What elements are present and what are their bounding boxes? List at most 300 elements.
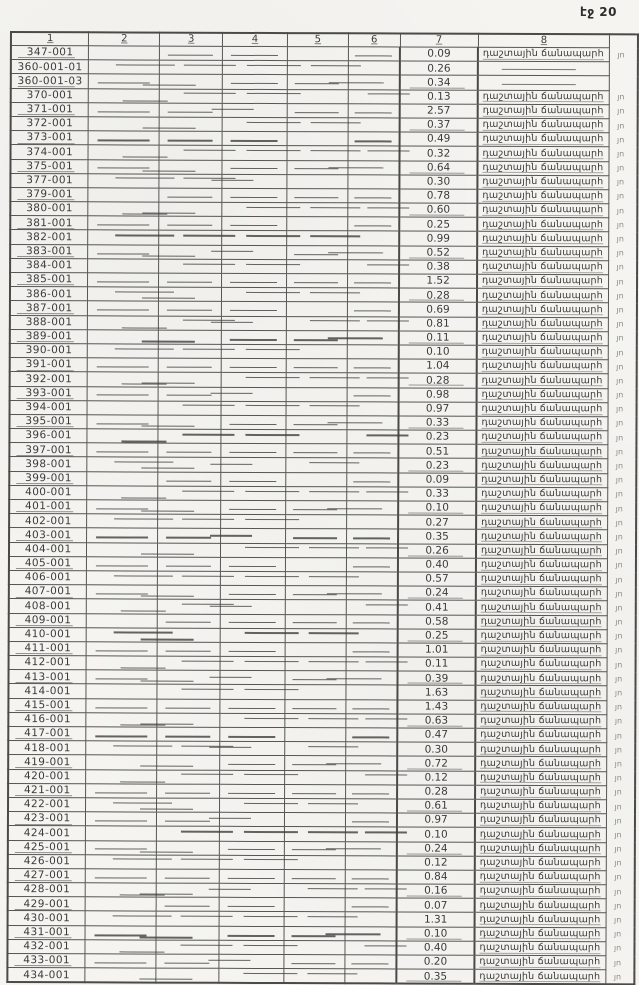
area-value-cell: 0.12 <box>397 856 475 870</box>
land-use-label: դաշտային ճանապարհ <box>480 544 602 557</box>
margin-annotation: յո <box>614 844 622 854</box>
empty-cell <box>221 557 286 571</box>
empty-cell <box>87 599 158 613</box>
empty-cell <box>88 315 159 329</box>
area-value-cell: 0.09 <box>398 473 476 487</box>
empty-cell <box>219 968 284 983</box>
land-use-cell <box>475 785 607 800</box>
area-value-cell: 0.25 <box>398 629 476 643</box>
parcel-id-cell: 347-001 <box>11 46 89 60</box>
empty-cell <box>87 557 158 571</box>
area-value-cell: 0.97 <box>397 813 475 827</box>
area-value-cell: 1.63 <box>398 685 476 699</box>
area-value-cell: 0.10 <box>398 501 476 515</box>
empty-cell <box>347 316 399 330</box>
empty-cell <box>287 259 348 273</box>
parcel-id-cell: 389-001 <box>10 329 88 343</box>
empty-cell <box>159 145 222 159</box>
column-header-5: 5 <box>287 33 348 47</box>
empty-cell <box>86 656 157 670</box>
empty-cell <box>220 812 285 826</box>
parcel-id-cell: 404-001 <box>9 542 87 556</box>
empty-cell <box>88 259 159 273</box>
margin-annotation: յո <box>615 645 623 655</box>
margin-annotation: յո <box>615 603 623 613</box>
empty-cell <box>346 529 398 543</box>
empty-cell <box>86 798 157 812</box>
empty-cell <box>222 174 287 188</box>
parcel-id-cell: 429-001 <box>8 897 86 911</box>
empty-cell <box>285 685 346 699</box>
empty-cell <box>347 458 399 472</box>
empty-cell <box>88 344 159 358</box>
empty-cell <box>346 600 398 614</box>
empty-cell <box>220 614 285 628</box>
land-use-cell <box>477 317 609 332</box>
land-use-label: դաշտային ճանապարհ <box>480 558 602 571</box>
land-use-label: դաշտային ճանապարհ <box>482 175 604 188</box>
empty-cell <box>219 869 284 883</box>
margin-annotation: յո <box>614 858 622 868</box>
empty-cell <box>156 897 219 911</box>
area-value-cell: 0.10 <box>399 345 477 359</box>
margin-annotation: յո <box>616 390 624 400</box>
land-use-cell <box>475 799 607 814</box>
empty-cell <box>284 955 345 969</box>
land-use-cell <box>477 175 609 190</box>
empty-cell <box>159 259 222 273</box>
area-value-cell: 0.34 <box>400 75 478 89</box>
empty-cell <box>347 387 399 401</box>
empty-cell <box>345 841 397 855</box>
land-use-cell <box>477 303 609 318</box>
land-use-cell <box>475 757 607 772</box>
land-use-label: դաշտային ճանապարհ <box>480 729 602 741</box>
margin-annotation: յո <box>614 716 623 726</box>
area-value-cell: 0.11 <box>399 331 477 345</box>
empty-cell <box>158 571 221 585</box>
empty-cell <box>222 131 287 145</box>
land-use-cell <box>477 274 609 289</box>
column-header-4: 4 <box>223 33 288 47</box>
empty-cell <box>348 89 400 103</box>
empty-cell <box>222 89 287 103</box>
empty-cell <box>160 46 223 60</box>
empty-cell <box>221 415 286 429</box>
empty-cell <box>287 174 348 188</box>
empty-cell <box>347 416 399 430</box>
area-value-cell: 0.12 <box>397 771 475 785</box>
empty-cell <box>86 741 157 755</box>
empty-cell <box>346 628 398 642</box>
empty-cell <box>88 273 159 287</box>
empty-cell <box>287 118 348 132</box>
margin-annotation: յո <box>617 106 625 116</box>
empty-cell <box>89 103 160 117</box>
empty-cell <box>87 514 158 528</box>
empty-cell <box>219 954 284 968</box>
margin-annotation: յո <box>614 915 622 925</box>
area-value-cell: 0.10 <box>397 827 475 841</box>
land-use-label: դաշտային ճանապարհ <box>479 956 601 968</box>
empty-cell <box>348 61 400 75</box>
empty-cell <box>160 60 223 74</box>
land-use-cell <box>475 870 607 885</box>
margin-annotation: յո <box>616 319 624 329</box>
empty-cell <box>285 628 346 642</box>
empty-cell <box>347 373 399 387</box>
empty-cell <box>345 756 397 770</box>
land-use-label: դաշտային ճանապարհ <box>480 686 602 699</box>
land-use-label: դաշտային ճանապարհ <box>482 104 604 117</box>
area-value-cell: 0.40 <box>398 558 476 572</box>
empty-cell <box>221 344 286 358</box>
empty-cell <box>156 912 219 926</box>
empty-cell <box>156 940 219 954</box>
land-use-label: դաշտային ճանապարհ <box>482 161 604 174</box>
empty-cell <box>348 47 400 61</box>
empty-cell <box>346 685 398 699</box>
margin-annotation: յո <box>614 787 622 797</box>
parcel-id-cell: 388-001 <box>10 315 88 329</box>
land-use-label: դաշտային ճանապարհ <box>482 190 604 202</box>
empty-cell <box>89 46 160 60</box>
empty-cell <box>286 430 347 444</box>
parcel-id-cell: 423-001 <box>8 812 86 826</box>
parcel-id-cell: 392-001 <box>10 372 88 386</box>
empty-cell <box>287 132 348 146</box>
land-use-label: դաշտային ճանապարհ <box>481 431 603 443</box>
empty-cell <box>286 373 347 387</box>
area-value-cell: 0.24 <box>397 841 475 855</box>
empty-cell <box>221 472 286 486</box>
parcel-id-cell: 385-001 <box>10 273 88 287</box>
land-use-cell <box>477 388 609 403</box>
margin-annotation: յո <box>614 830 622 840</box>
margin-annotation <box>610 62 638 76</box>
parcel-id-cell: 398-001 <box>9 457 87 471</box>
empty-cell <box>220 756 285 770</box>
empty-cell <box>222 146 287 160</box>
empty-cell <box>345 742 397 756</box>
empty-cell <box>345 941 397 955</box>
empty-cell <box>85 940 156 954</box>
area-value-cell: 0.58 <box>398 614 476 628</box>
margin-annotation: յո <box>617 92 625 102</box>
empty-cell <box>287 146 348 160</box>
parcel-id-cell: 372-001 <box>11 116 89 130</box>
area-value-cell: 0.28 <box>399 373 477 387</box>
empty-cell <box>88 159 159 173</box>
empty-cell <box>345 785 397 799</box>
empty-cell <box>89 117 160 131</box>
area-value-cell: 0.24 <box>398 586 476 600</box>
parcel-id-cell: 418-001 <box>8 741 86 755</box>
empty-cell <box>287 203 348 217</box>
empty-cell <box>87 443 158 457</box>
empty-cell <box>86 883 157 897</box>
land-use-label: դաշտային ճանապարհ <box>481 289 603 301</box>
empty-cell <box>347 430 399 444</box>
land-use-cell <box>476 657 608 672</box>
margin-annotation: յո <box>616 163 625 173</box>
margin-annotation: յո <box>614 745 622 755</box>
area-value-cell: 1.31 <box>397 912 475 926</box>
empty-cell <box>348 217 400 231</box>
empty-cell <box>86 869 157 883</box>
empty-cell <box>221 387 286 401</box>
parcel-id-cell: 430-001 <box>8 911 86 925</box>
area-value-cell: 0.61 <box>397 799 475 813</box>
table-scan-area <box>6 31 639 985</box>
land-use-label: դաշտային ճանապարհ <box>480 700 602 713</box>
land-use-label: դաշտային ճանապարհ <box>482 204 604 216</box>
empty-cell <box>220 727 285 741</box>
area-value-cell: 0.20 <box>397 955 475 969</box>
area-value-cell: 1.01 <box>398 643 476 657</box>
margin-annotation: յո <box>615 432 624 443</box>
area-value-cell: 0.28 <box>397 785 475 799</box>
empty-cell <box>157 628 220 642</box>
parcel-id-cell: 400-001 <box>9 485 87 499</box>
margin-annotation: յո <box>616 220 624 230</box>
land-use-label: դաշտային ճանապարհ <box>481 374 603 386</box>
land-use-label: դաշտային ճանապարհ <box>479 885 601 897</box>
land-use-label: դաշտային ճանապարհ <box>480 615 602 628</box>
parcel-id-cell: 416-001 <box>8 712 86 726</box>
area-value-cell: 0.98 <box>399 387 477 401</box>
empty-cell <box>346 614 398 628</box>
parcel-id-cell: 391-001 <box>10 358 88 372</box>
empty-cell <box>158 543 221 557</box>
empty-cell <box>158 429 221 443</box>
land-use-label: դաշտային ճանապարհ <box>479 941 601 954</box>
empty-cell <box>158 557 221 571</box>
empty-cell <box>222 231 287 245</box>
empty-cell <box>86 840 157 854</box>
table-row <box>7 968 634 985</box>
area-value-cell: 0.38 <box>399 260 477 274</box>
empty-cell <box>156 968 219 983</box>
parcel-id-cell: 360-001-01 <box>11 60 89 74</box>
empty-cell <box>157 826 220 840</box>
empty-cell <box>157 699 220 713</box>
land-use-cell <box>476 643 608 658</box>
land-use-label: դաշտային ճանապարհ <box>481 516 603 528</box>
empty-cell <box>157 841 220 855</box>
area-value-cell: 0.11 <box>398 657 476 671</box>
empty-cell <box>222 160 287 174</box>
empty-cell <box>219 841 284 855</box>
margin-annotation: յո <box>614 901 622 911</box>
empty-cell <box>221 458 286 472</box>
empty-cell <box>159 188 222 202</box>
empty-cell <box>348 203 400 217</box>
empty-cell <box>346 515 398 529</box>
empty-cell <box>286 486 347 500</box>
empty-cell <box>88 386 159 400</box>
land-use-label: դաշտային ճանապարհ <box>481 360 603 372</box>
parcel-id-cell: 431-001 <box>8 925 86 939</box>
empty-cell <box>87 429 158 443</box>
empty-cell <box>286 515 347 529</box>
empty-cell <box>156 869 219 883</box>
empty-cell <box>157 812 220 826</box>
area-value-cell: 0.52 <box>399 246 477 260</box>
empty-cell <box>222 46 287 60</box>
area-value-cell: 0.35 <box>398 529 476 543</box>
empty-cell <box>222 61 287 75</box>
empty-cell <box>287 188 348 202</box>
land-use-label: դաշտային ճանապարհ <box>482 275 603 287</box>
empty-cell <box>347 401 399 415</box>
land-use-label: դաշտային ճանապարհ <box>481 530 602 542</box>
margin-annotation: յո <box>615 574 623 584</box>
empty-cell <box>158 472 221 486</box>
empty-cell <box>286 274 347 288</box>
empty-cell <box>222 245 287 259</box>
parcel-id-cell: 410-001 <box>9 627 87 641</box>
margin-annotation: յո <box>615 418 624 428</box>
land-use-cell <box>476 629 608 644</box>
empty-cell <box>157 770 220 784</box>
empty-cell <box>158 358 221 372</box>
margin-annotation: յո <box>615 659 623 670</box>
empty-cell <box>285 614 346 628</box>
land-use-label: դաշտային ճանապարհ <box>480 573 602 585</box>
margin-annotation: յո <box>615 560 623 570</box>
area-value-cell: 0.35 <box>397 969 475 984</box>
land-use-cell <box>474 955 606 970</box>
empty-cell <box>348 118 400 132</box>
empty-cell <box>345 770 397 784</box>
area-value-cell: 0.84 <box>397 870 475 884</box>
area-value-cell: 0.37 <box>400 118 478 132</box>
empty-cell <box>348 146 400 160</box>
empty-cell <box>347 444 399 458</box>
empty-cell <box>87 471 158 485</box>
empty-cell <box>287 217 348 231</box>
empty-cell <box>348 174 400 188</box>
land-use-cell <box>477 161 609 176</box>
parcel-id-cell: 387-001 <box>10 301 88 315</box>
parcel-id-cell: 394-001 <box>10 400 88 414</box>
empty-cell <box>346 714 398 728</box>
empty-cell <box>86 698 157 712</box>
land-use-cell <box>476 572 608 587</box>
land-use-label: դաշտային ճանապարհ <box>482 260 604 273</box>
empty-cell <box>159 231 222 245</box>
land-use-cell <box>477 345 609 360</box>
margin-annotation: յո <box>614 702 623 712</box>
parcel-id-cell: 371-001 <box>11 102 89 116</box>
margin-annotation: յո <box>616 347 624 357</box>
land-use-cell <box>477 359 609 374</box>
land-use-cell <box>478 132 610 147</box>
parcel-id-cell: 412-001 <box>9 656 87 670</box>
empty-cell <box>159 301 222 315</box>
empty-cell <box>156 883 219 897</box>
empty-cell <box>220 741 285 755</box>
land-use-label: դաշտային ճանապարհ <box>481 331 603 344</box>
parcel-id-cell: 374-001 <box>11 145 89 159</box>
area-value-cell: 1.04 <box>399 359 477 373</box>
land-use-label: դաշտային ճանապարհ <box>480 672 602 684</box>
empty-cell <box>284 912 345 926</box>
empty-cell <box>88 358 159 372</box>
empty-cell <box>286 302 347 316</box>
empty-cell <box>222 217 287 231</box>
land-use-cell <box>478 76 610 91</box>
empty-cell <box>285 600 346 614</box>
empty-cell <box>159 344 222 358</box>
parcel-id-cell: 403-001 <box>9 528 87 542</box>
margin-annotation: յո <box>613 971 622 981</box>
land-use-label: դաշտային ճանապարհ <box>482 119 604 131</box>
empty-cell <box>157 755 220 769</box>
empty-cell <box>157 784 220 798</box>
empty-cell <box>345 884 397 898</box>
land-use-label: դաշտային ճանապարհ <box>480 601 602 613</box>
empty-cell <box>347 331 399 345</box>
margin-annotation: յո <box>613 929 622 939</box>
empty-cell <box>88 301 159 315</box>
land-use-label: դաշտային ճանապարհ <box>480 714 602 727</box>
area-value-cell: 0.25 <box>399 217 477 231</box>
area-value-cell: 0.97 <box>399 402 477 416</box>
land-use-cell <box>477 203 609 218</box>
margin-annotation: յո <box>614 773 622 783</box>
margin-annotation: յո <box>613 957 622 967</box>
margin-annotation: յո <box>616 276 624 286</box>
empty-cell <box>287 103 348 117</box>
empty-cell <box>222 288 287 302</box>
land-use-label: դաշտային ճանապարհ <box>482 246 604 259</box>
margin-annotation: յո <box>617 135 625 145</box>
margin-annotation: յո <box>614 872 622 882</box>
empty-cell <box>286 444 347 458</box>
land-use-cell <box>475 813 607 828</box>
land-use-cell <box>476 416 608 431</box>
land-use-cell <box>475 856 607 871</box>
land-use-cell <box>477 331 609 346</box>
empty-cell <box>221 429 286 443</box>
area-value-cell: 0.99 <box>399 231 477 245</box>
empty-cell <box>345 926 397 940</box>
empty-cell <box>86 727 157 741</box>
land-use-cell <box>475 828 607 843</box>
parcel-id-cell: 424-001 <box>8 826 86 840</box>
margin-annotation: յո <box>614 674 623 684</box>
empty-cell <box>346 572 398 586</box>
land-use-cell <box>476 445 608 460</box>
empty-cell <box>347 231 399 245</box>
area-value-cell: 0.63 <box>397 714 475 728</box>
empty-cell <box>157 855 220 869</box>
land-use-cell <box>477 218 609 233</box>
empty-cell <box>156 954 219 968</box>
empty-cell <box>87 457 158 471</box>
empty-cell <box>159 202 222 216</box>
land-use-label: դաշտային ճանապարհ <box>481 473 603 486</box>
empty-cell <box>220 798 285 812</box>
empty-cell <box>159 245 222 259</box>
empty-cell <box>89 88 160 102</box>
land-use-label: դաշտային ճանապարհ <box>479 871 601 883</box>
empty-cell <box>286 316 347 330</box>
land-use-label: դաշտային ճանապարհ <box>482 133 604 145</box>
empty-cell <box>86 769 157 783</box>
